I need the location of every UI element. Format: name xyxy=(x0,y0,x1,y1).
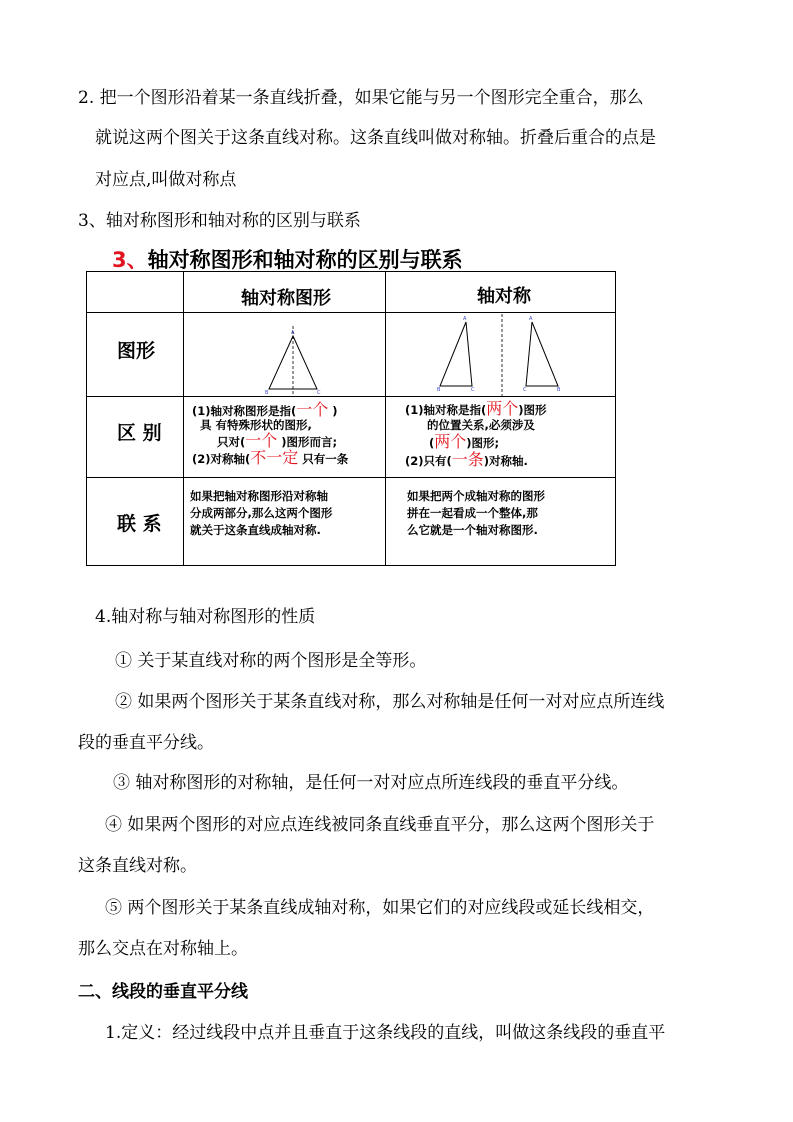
diff-col2-l1-text: (1)轴对称是指( xyxy=(405,403,487,417)
rel-col2-line2: 拼在一起看成一个整体,那 xyxy=(407,506,538,520)
rel-col2-line1: 如果把两个成轴对称的图形 xyxy=(407,489,545,503)
left-apex-label: A xyxy=(463,316,467,322)
diff-col1-l3-answer: 一个 xyxy=(245,431,278,450)
vertex-c-label: C xyxy=(317,390,321,396)
table-divider-v1 xyxy=(183,272,184,565)
diff-col1-line2: 具 有特殊形状的图形, xyxy=(200,418,312,432)
table-title-number: 3、 xyxy=(112,248,148,272)
rel-col1-line3: 就关于这条直线成轴对称. xyxy=(190,523,321,537)
para2-line1: 2. 把一个图形沿着某一条直线折叠，如果它能与另一个图形完全重合，那么 xyxy=(78,88,644,108)
col-header-axial-symmetry: 轴对称 xyxy=(477,286,531,307)
para2-line2: 就说这两个图关于这条直线对称。这条直线叫做对称轴。折叠后重合的点是 xyxy=(95,128,656,148)
diff-col2-l1-close: )图形 xyxy=(518,403,547,417)
diff-col2-line2: 的位置关系,必须涉及 xyxy=(427,418,535,432)
diff-col1-l3-close: )图形而言; xyxy=(277,435,338,449)
para2-line3: 对应点,叫做对称点 xyxy=(95,170,237,190)
table-title-text: 轴对称图形和轴对称的区别与联系 xyxy=(147,248,463,272)
rel-col2-line3: 么它就是一个轴对称图形. xyxy=(407,523,538,537)
rel-col1-line1: 如果把轴对称图形沿对称轴 xyxy=(190,489,328,503)
table-divider-h2 xyxy=(87,396,615,397)
diff-col1-l1-close: ) xyxy=(328,404,338,418)
mirrored-triangles-figure xyxy=(432,314,572,396)
heading-3: 3、轴对称图形和轴对称的区别与联系 xyxy=(78,211,361,231)
property-4-line1: ④ 如果两个图形的对应点连线被同条直线垂直平分，那么这两个图形关于 xyxy=(105,815,655,835)
diff-col2-line3 xyxy=(429,434,499,451)
property-4-line2: 这条直线对称。 xyxy=(78,856,197,876)
diff-col2-l4-close: )对称轴. xyxy=(483,454,528,468)
table-divider-v2 xyxy=(385,272,386,565)
property-5-line1: ⑤ 两个图形关于某条直线成轴对称，如果它们的对应线段或延长线相交， xyxy=(105,898,655,918)
diff-col2-l3-close: )图形; xyxy=(466,436,500,450)
diff-col1-l3-text: 只对( xyxy=(217,435,246,449)
diff-col2-l3-answer: 两个 xyxy=(434,432,467,451)
table-divider-h3 xyxy=(87,477,615,478)
diff-col1-l1-text: (1)轴对称图形是指( xyxy=(192,404,297,418)
apex-label: A xyxy=(291,330,295,336)
property-2-line1: ② 如果两个图形关于某条直线对称，那么对称轴是任何一对对应点所连线 xyxy=(115,692,665,712)
diff-col2-l4-answer: 一条 xyxy=(451,450,484,469)
rel-col1-line2: 分成两部分,那么这两个图形 xyxy=(190,506,333,520)
property-1: ① 关于某直线对称的两个图形是全等形。 xyxy=(115,651,427,671)
diff-col2-l3-text: ( xyxy=(429,436,435,450)
property-5-line2: 那么交点在对称轴上。 xyxy=(78,939,248,959)
diff-col1-line4 xyxy=(192,450,348,467)
left-vertex-b-label: B xyxy=(437,387,441,393)
diff-col2-line1 xyxy=(405,401,547,418)
section2-definition: 1.定义：经过线段中点并且垂直于这条线段的直线，叫做这条线段的垂直平 xyxy=(105,1023,666,1043)
right-vertex-c-label: C xyxy=(523,387,527,393)
vertex-b-label: B xyxy=(265,390,269,396)
right-vertex-b-label: B xyxy=(557,387,561,393)
right-apex-label: A xyxy=(529,316,533,322)
table-title xyxy=(112,244,463,274)
diff-col1-l4-close: 只有一条 xyxy=(298,452,349,466)
section2-title: 二、线段的垂直平分线 xyxy=(78,982,248,1002)
diff-col1-l4-answer: 不一定 xyxy=(250,448,299,467)
property-3: ③ 轴对称图形的对称轴，是任何一对对应点所连线段的垂直平分线。 xyxy=(113,773,629,793)
isosceles-triangle-figure xyxy=(257,324,327,396)
left-vertex-c-label: C xyxy=(471,387,475,393)
property-2-line2: 段的垂直平分线。 xyxy=(78,733,214,753)
col-header-axisymmetric-figure: 轴对称图形 xyxy=(241,288,331,309)
row-label-difference: 区 别 xyxy=(117,422,162,444)
section4-title: 4.轴对称与轴对称图形的性质 xyxy=(95,607,316,627)
diff-col1-l4-text: (2)对称轴( xyxy=(192,452,251,466)
diff-col2-line4 xyxy=(405,452,528,469)
table-divider-h1 xyxy=(87,312,615,313)
diff-col1-l1-answer: 一个 xyxy=(296,400,329,419)
diff-col2-l1-answer: 两个 xyxy=(486,399,519,418)
row-label-figure: 图形 xyxy=(117,340,156,362)
diff-col1-line1 xyxy=(192,402,338,419)
row-label-relation: 联 系 xyxy=(117,513,162,535)
diff-col2-l4-text: (2)只有( xyxy=(405,454,452,468)
comparison-table xyxy=(86,271,616,566)
